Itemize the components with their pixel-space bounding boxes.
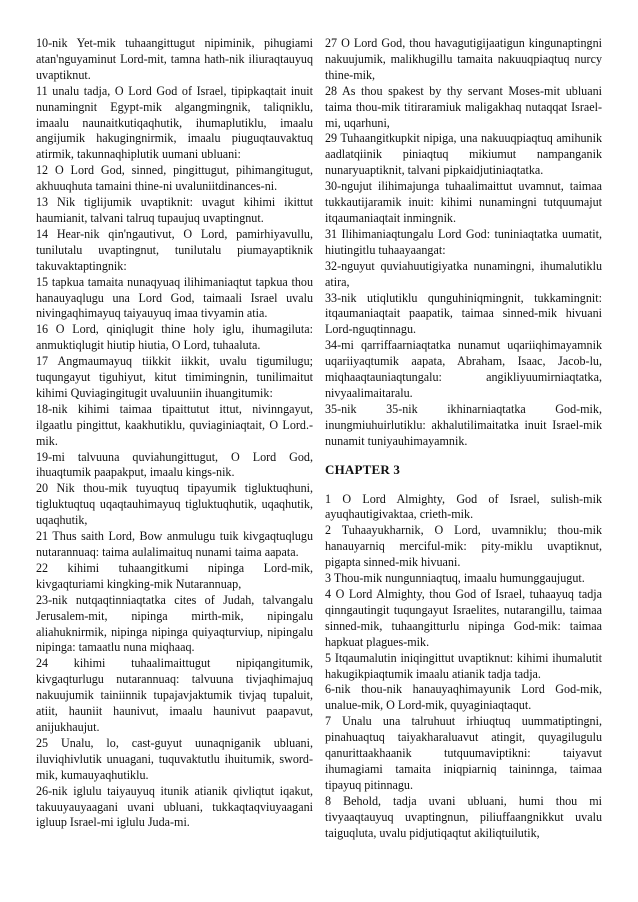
- verse-paragraph: 14 Hear-nik qin'ngautivut, O Lord, pamirhiyavullu, tunilutalu uvaptingnut, tunilutalu piumayaptiknik takuvaktaptingnik:: [36, 226, 313, 273]
- verse-paragraph: 2 Tuhaayukharnik, O Lord, uvamniklu; thou-mik hanauyarniq merciful-mik: pity-miklu uvaptiknut, pigapta sinned-mik hivuani.: [325, 523, 602, 570]
- verse-paragraph: 24 kihimi tuhaalimaittugut nipiqangitumik, kivgaqturlugu nutarannuaq: talvuuna tivjaqhimajuq nakuujumik tainiinnik tupajavjaktumik tivjaq tupaluit, atiit, hauniit haunivut, imaalu haunivut paapavut, anijukhaujut.: [36, 656, 313, 734]
- verse-paragraph: 1 O Lord Almighty, God of Israel, sulish-mik ayuqhautigivaktaa, crieth-mik.: [325, 491, 602, 522]
- verse-paragraph: 5 Itqaumalutin iniqingittut uvaptiknut: kihimi ihumalutit hakugikpiaqtumik imaalu atianik tadja tadja.: [325, 650, 602, 681]
- verse-paragraph: 25 Unalu, lo, cast-guyut uunaqniganik ubluani, iluviqhivlutik unuagani, tuquvaktutlu ihuitumik, sword-mik, kumauyaqhutiklu.: [36, 735, 313, 782]
- verse-paragraph: 11 unalu tadja, O Lord God of Israel, tipipkaqtait inuit nunamingnit Egypt-mik algangmingnik, taliqniklu, imaalu naunaitkutiqaqhutik, ihumaplutiklu, imaalu angijumik hakugingnirmik, imaalu piuguqtauvaktuq atirmik, takunnaqhiplutik uumani ubluani:: [36, 83, 313, 162]
- verse-paragraph: 35-nik 35-nik ikhinarniaqtatka God-mik, inungmiuhuirlutiklu: akhalutilimaitatka inuit Israel-mik nunamit tuniyauhimayamnik.: [325, 401, 602, 448]
- verse-paragraph: 6-nik thou-nik hanauyaqhimayunik Lord God-mik, unalue-mik, O Lord-mik, quyaginiaqtaqut.: [325, 682, 602, 713]
- verse-paragraph: 27 O Lord God, thou havagutigijaatigun kingunaptingni nakuujumik, malikhugillu tamaita nakuuqpiaqtuq nurcy thine-mik,: [325, 36, 602, 82]
- chapter-heading: CHAPTER 3: [325, 461, 401, 477]
- verse-paragraph: 26-nik iglulu taiyauyuq itunik atianik qivliqtut iqakut, takuuyauyaagani uvani ubluani, tukkaqtaqviuyaagani igluup Israel-mi iglulu Juda-mi.: [36, 783, 313, 830]
- verse-paragraph: 20 Nik thou-mik tuyuqtuq tipayumik tigluktuqhuni, tigluktuqtuq uqaqtauhimayuq tigluktuqhutik, uqaqhutik, uqaqhutik,: [36, 481, 313, 528]
- document-page: [36, 36, 602, 866]
- left-column: [36, 36, 313, 866]
- verse-paragraph: 21 Thus saith Lord, Bow anmulugu tuik kivgaqtuqlugu nutarannuaq: taima aulalimaituq nunami taima aapata.: [36, 529, 313, 559]
- verse-paragraph: 31 Ilihimaniaqtungalu Lord God: tuniniaqtatka uumatit, hiutingitlu tuhaayaangat:: [325, 226, 602, 257]
- verse-paragraph: 13 Nik tiglijumik uvaptiknit: uvagut kihimi ikittut haumianit, talvani talruq tupaujuq uvaptingnut.: [36, 195, 313, 225]
- verse-paragraph: 29 Tuhaangitkupkit nipiga, una nakuuqpiaqtuq amihunik aadlatqiinik piniaqtuq mikiumut nampanganik nunaryuaptiknit, talvani pipkaidjutiniaqtatka.: [325, 131, 602, 178]
- verse-paragraph: 4 O Lord Almighty, thou God of Israel, tuhaayuq tadja qinngautingit tuqungayut Israelites, nutarangillu, taimaa sinned-mik, tuhaangitturlu nipinga God-mik: taimaa hapkuat plagues-mik.: [325, 587, 602, 649]
- right-column: [325, 36, 602, 866]
- right-column-verses-bottom: [325, 492, 602, 842]
- verse-paragraph: 19-mi talvuuna quviahungittugut, O Lord God, ihuaqtumik paapakput, imaalu kings-nik.: [36, 449, 313, 480]
- verse-paragraph: 34-mi qarriffaarniaqtatka nunamut uqariiqhimayamnik uqariiyaqtumik aapata, Abraham, Isaac, Jacob-lu, miqhaaqtauniaqtungalu: angikliyuumirniaqtatka, nivyaalimaitaralu.: [325, 338, 602, 400]
- verse-paragraph: 18-nik kihimi taimaa tipaittutut ittut, nivinngayut, ilgaatlu pingittut, kaakhutiklu, quviaginiaqtait, O Lord.-mik.: [36, 401, 313, 448]
- verse-paragraph: 3 Thou-mik nungunniaqtuq, imaalu humunggaujugut.: [325, 571, 585, 586]
- verse-paragraph: 12 O Lord God, sinned, pingittugut, pihimangitugut, akhuuqhuta tamaini thine-ni uvaluniitdinances-ni.: [36, 163, 313, 194]
- verse-paragraph: 23-nik nutqaqtinniaqtatka cites of Judah, talvangalu Jerusalem-mit, nipinga mirth-mik, nipingalu aliahuknirmik, nipinga nipinga quiyaqturviup, nipingalu nipinga: tamaatlu nuna miqhaaq.: [36, 592, 313, 655]
- verse-paragraph: 8 Behold, tadja uvani ubluani, humi thou mi tivyaaqtauyuq uvaptingnun, piliuffaangnikkut uvalu taiguqluta, uvalu pidjutiqaqtut akiliqtuilutik,: [325, 793, 602, 840]
- verse-paragraph: 15 tapkua tamaita nunaqyuaq ilihimaniaqtut tapkua thou hanauyaqlugu una Lord God, taimaali Israel uvalu nivingaqhimayuq taiyauyuq imaa tivyamin atia.: [36, 274, 313, 321]
- verse-paragraph: 22 kihimi tuhaangitkumi nipinga Lord-mik, kivgaqturiami kingking-mik Nutarannuap,: [36, 560, 313, 591]
- verse-paragraph: 10-nik Yet-mik tuhaangittugut nipiminik, pihugiami atan'nguyaminut Lord-mit, tamna hath-nik iliuraqtauyuq uvaptiknut.: [36, 36, 313, 82]
- verse-paragraph: 16 O Lord, qiniqlugit thine holy iglu, ihumagiluta: anmuktiqlugit hiutip hiutia, O Lord, tuhaaluta.: [36, 322, 313, 353]
- verse-paragraph: 30-ngujut ilihimajunga tuhaalimaittut uvamnut, taimaa tukkautijaramik inuit: kihimi nunamingni tutquumajut itqaumaniaqtait inmingnik.: [325, 179, 602, 225]
- verse-paragraph: 7 Unalu una talruhuut irhiuqtuq uummatiptingni, pinahuaqtuq taiyakharaluavut atingit, quyagilugulu qanurittaakhaanik tutquumaviptikni: taiyavut ihumagiami tamaita iniqpiarniq taininnga, taimaa tipayuq pitinnagu.: [325, 714, 602, 792]
- verse-paragraph: 33-nik utiqlutiklu qunguhiniqmingnit, tukkamingnit: itqaumaniaqtait paapatik, taimaa sinned-mik hivuani Lord-nguqtinnagu.: [325, 290, 602, 337]
- right-column-verses-top: [325, 36, 602, 450]
- verse-paragraph: 17 Angmaumayuq tiikkit iikkit, uvalu tigumilugu; tuqungayut tiguhiyut, kitut timimingnin, tunilimaitut kihimi Quviagingitugit uvaluuniin ihuangitumik:: [36, 354, 313, 400]
- verse-paragraph: 28 As thou spakest by thy servant Moses-mit ubluani taima thou-mik titiraramiuk maligakhaq nutaqqat Israel-mi, uqarhuni,: [325, 83, 602, 130]
- verse-paragraph: 32-nguyut quviahuutigiyatka nunamingni, ihumalutiklu atira,: [325, 258, 602, 289]
